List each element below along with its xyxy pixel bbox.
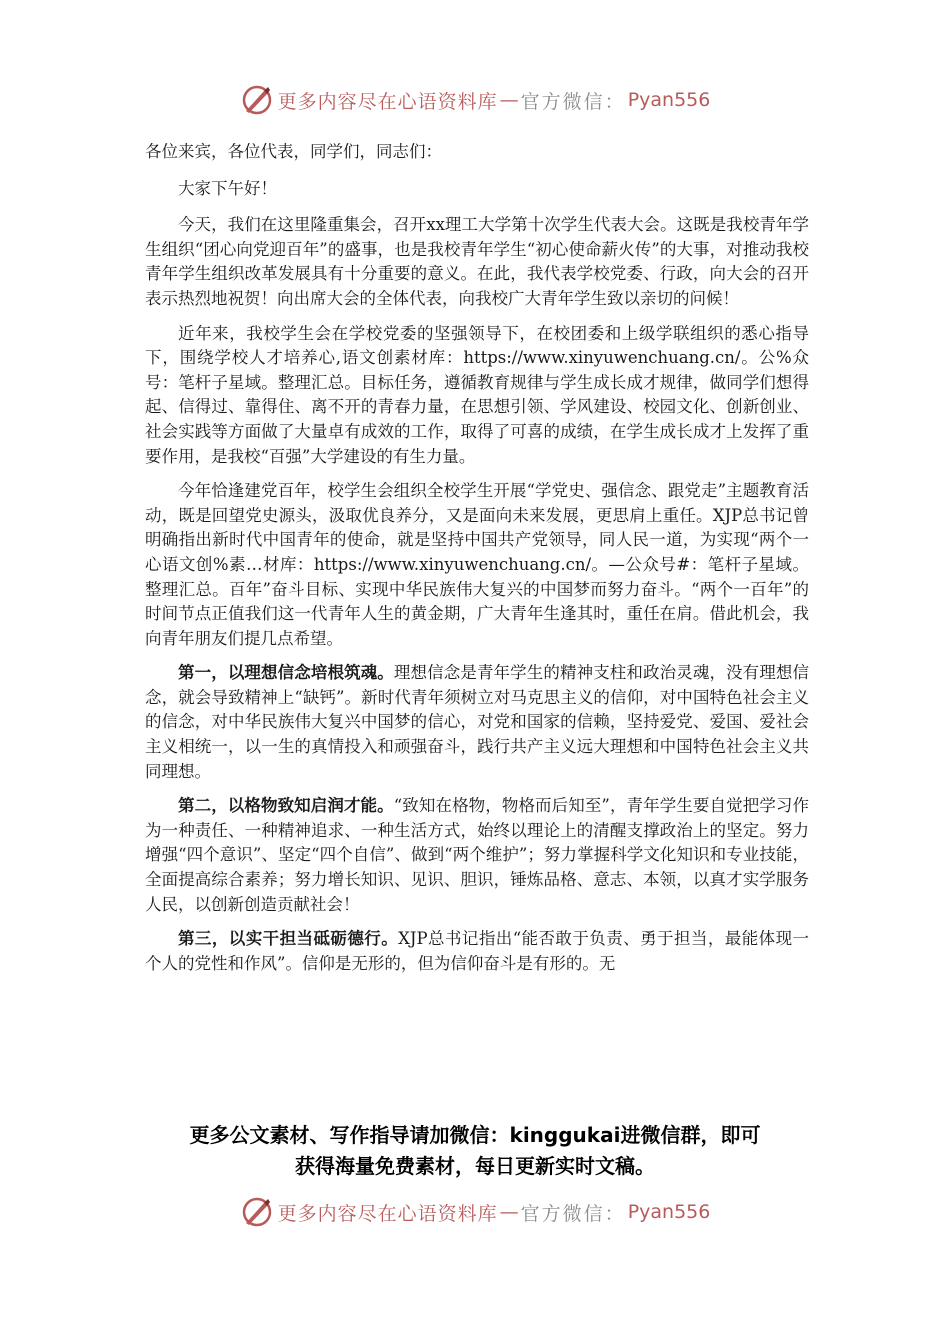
promo-line-1: 更多公文素材、写作指导请加微信：kinggukai进微信群，即可 bbox=[189, 1123, 761, 1147]
point-2-body: “致知在格物，物格而后知至”，青年学生要自觉把学习作为一种责任、一种精神追求、一种生活方式，始终以理论上的清醒支撑政治上的坚定。努力增强“四个意识”、坚定“四个自信”、做到“两个维护”；努力掌握科学文化知识和专业技能，全面提高综合素养；努力增长知识、见识、胆识，锤炼品格、意志、本领，以真才实学服务人民，以创新创造贡献社会！ bbox=[145, 796, 810, 914]
point-1-body: 理想信念是青年学生的精神支柱和政治灵魂，没有理想信念，就会导致精神上“缺钙”。新时代青年须树立对马克思主义的信仰，对中国特色社会主义的信念，对中华民族伟大复兴中国梦的信心，对党和国家的信赖，坚持爱党、爱国、爱社会主义相统一，以一生的真情投入和顽强奋斗，践行共产主义远大理想和中国特色社会主义共同理想。 bbox=[145, 663, 810, 781]
point-3-body: XJP总书记指出“能否敢于负责、勇于担当，最能体现一个人的党性和作风”。信仰是无形的，但为信仰奋斗是有形的。无 bbox=[145, 929, 810, 973]
paragraph-1: 今天，我们在这里隆重集会，召开xx理工大学第十次学生代表大会。这既是我校青年学生组织“团心向党迎百年”的盛事，也是我校青年学生“初心使命薪火传”的大事，对推动我校青年学生组织改革发展具有十分重要的意义。在此，我代表学校党委、行政，向大会的召开表示热烈地祝贺！向出席大会的全体代表，向我校广大青年学生致以亲切的问候！ bbox=[145, 215, 809, 308]
banner-title: 更多内容尽在心语资料库 bbox=[277, 1202, 498, 1225]
pen-logo-icon bbox=[240, 83, 274, 117]
salutation: 各位来宾，各位代表，同学们，同志们： bbox=[145, 142, 442, 161]
pen-logo-icon bbox=[240, 1195, 274, 1229]
footer-banner bbox=[0, 1192, 950, 1232]
document-body bbox=[145, 140, 809, 986]
banner-subtitle: 官方微信： bbox=[520, 1202, 626, 1225]
point-1-heading: 第一，以理想信念培根筑魂。 bbox=[178, 663, 394, 683]
greeting: 大家下午好！ bbox=[178, 178, 277, 198]
promo-line-2: 获得海量免费素材，每日更新实时文稿。 bbox=[295, 1154, 655, 1178]
paragraph-3: 今年恰逢建党百年，校学生会组织全校学生开展“学党史、强信念、跟党走”主题教育活动，既是回望党史源头，汲取优良养分，又是面向未来发展，更思肩上重任。XJP总书记曾明确指出新时代中国青年的使命，就是坚持中国共产党领导，同人民一道，为实现“两个一心语文创%素…材库：https://www.xinyuwenchuang.cn/。—公众号#：笔杆子星域。整理汇总。百年”奋斗目标、实现中华民族伟大复兴的中国梦而努力奋斗。“两个一百年”的时间节点正值我们这一代青年人生的黄金期，广大青年生逢其时，重任在肩。借此机会，我向青年朋友们提几点希望。 bbox=[145, 481, 809, 648]
banner-separator: — bbox=[499, 89, 519, 111]
point-2 bbox=[145, 794, 809, 917]
banner-subtitle: 官方微信： bbox=[520, 90, 626, 113]
banner-wechat-id: Pyan556 bbox=[627, 1201, 711, 1223]
header-banner bbox=[0, 80, 950, 120]
banner-title: 更多内容尽在心语资料库 bbox=[277, 90, 498, 113]
point-3-heading: 第三，以实干担当砥砺德行。 bbox=[178, 929, 399, 949]
paragraph-2: 近年来，我校学生会在学校党委的坚强领导下，在校团委和上级学联组织的悉心指导下，围绕学校人才培养心,语文创素材库：https://www.xinyuwenchuang.cn/。公%众号：笔杆子星域。整理汇总。目标任务，遵循教育规律与学生成长成才规律，做同学们想得起、信得过、靠得住、离不开的青春力量，在思想引领、学风建设、校园文化、创新创业、社会实践等方面做了大量卓有成效的工作，取得了可喜的成绩，在学生成长成才上发挥了重要作用，是我校“百强”大学建设的有生力量。 bbox=[145, 323, 809, 466]
point-1 bbox=[145, 661, 809, 784]
banner-separator: — bbox=[499, 1201, 519, 1223]
point-3 bbox=[145, 927, 809, 976]
promo-notice bbox=[110, 1120, 840, 1182]
point-2-heading: 第二，以格物致知启润才能。 bbox=[178, 796, 394, 816]
banner-wechat-id: Pyan556 bbox=[627, 89, 711, 111]
